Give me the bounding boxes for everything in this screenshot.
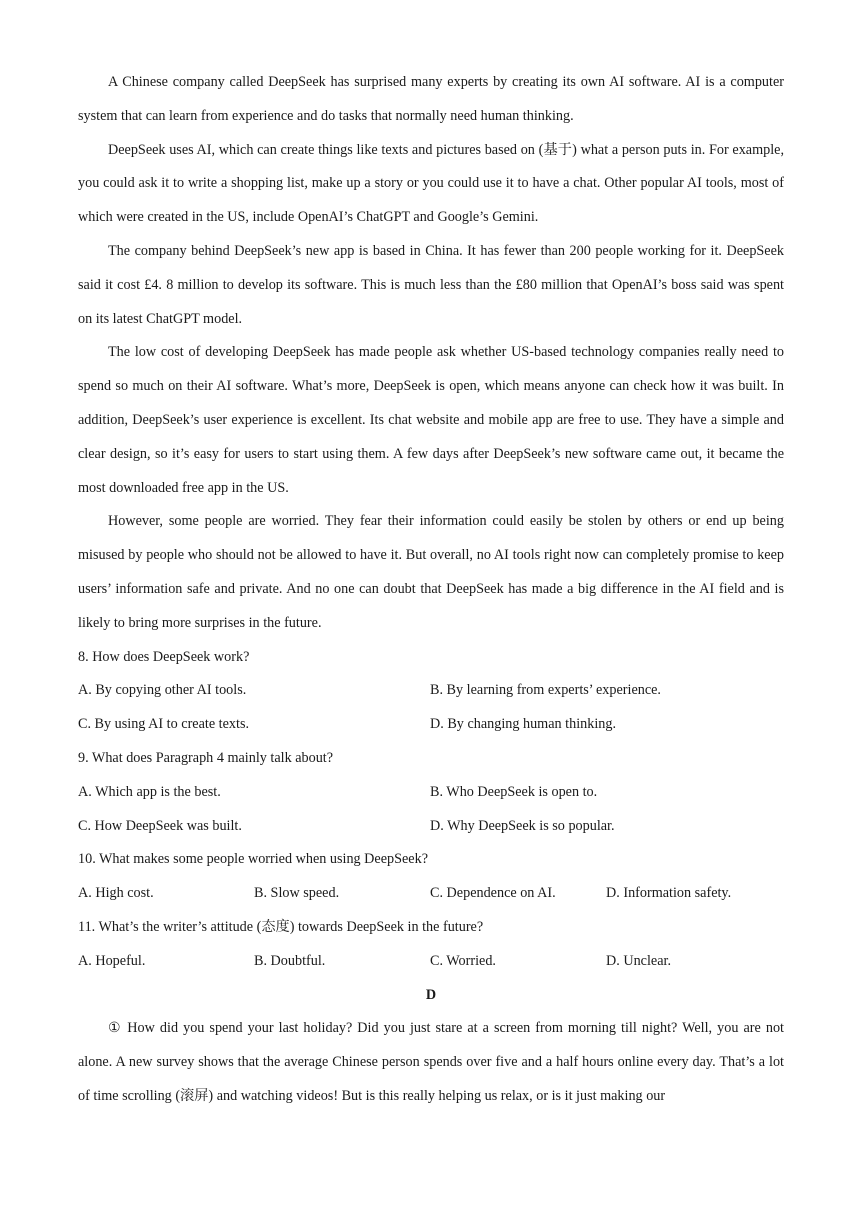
options-row: [78, 810, 784, 844]
option: C. Worried.: [430, 952, 496, 969]
option: B. Who DeepSeek is open to.: [430, 783, 598, 800]
option: A. Hopeful.: [78, 952, 146, 969]
passage-paragraph: However, some people are worried. They fear their information could easily be stolen by others or end up being misused by people who should not be allowed to have it. But overall, no AI tools right now can completely promise to keep users’ information safe and private. And no one can doubt that DeepSeek has made a big difference in the AI field and is likely to bring more surprises in the future.: [78, 513, 784, 631]
passage-paragraph: The low cost of developing DeepSeek has made people ask whether US-based technology companies really need to spend so much on their AI software. What’s more, DeepSeek is open, which means anyone can check how it was built. In addition, DeepSeek’s user experience is excellent. Its chat website and mobile app are free to use. They have a simple and clear design, so it’s easy for users to start using them. A few days after DeepSeek’s new software came out, it became the most downloaded free app in the US.: [78, 344, 784, 496]
question-stem: 10. What makes some people worried when using DeepSeek?: [78, 851, 428, 868]
option: B. Slow speed.: [254, 885, 340, 902]
option: C. By using AI to create texts.: [78, 716, 250, 733]
passage-paragraph: A Chinese company called DeepSeek has surprised many experts by creating its own AI software. AI is a computer system that can learn from experience and do tasks that normally need human thinking.: [78, 74, 784, 124]
passage-paragraph: DeepSeek uses AI, which can create things like texts and pictures based on (基于) what a person puts in. For example, you could ask it to write a shopping list, make up a story or you could use it to have a chat. Other popular AI tools, most of which were created in the US, include OpenAI’s ChatGPT and Google’s Gemini.: [78, 141, 784, 226]
options-row: [78, 674, 784, 708]
section-title: D: [425, 986, 437, 1003]
options-row: [78, 877, 784, 911]
question-stem: 8. How does DeepSeek work?: [78, 648, 250, 665]
option: A. By copying other AI tools.: [78, 682, 247, 699]
option: B. By learning from experts’ experience.: [430, 682, 661, 699]
option: C. How DeepSeek was built.: [78, 817, 242, 834]
option: A. High cost.: [78, 885, 154, 902]
options-row: [78, 945, 784, 979]
option: D. By changing human thinking.: [430, 716, 616, 733]
question-stem: 9. What does Paragraph 4 mainly talk about?: [78, 749, 334, 766]
option: A. Which app is the best.: [78, 783, 221, 800]
option: C. Dependence on AI.: [430, 885, 556, 902]
question-stem: 11. What’s the writer’s attitude (态度) towards DeepSeek in the future?: [78, 918, 484, 935]
exam-page: [78, 66, 784, 1114]
option: B. Doubtful.: [254, 952, 326, 969]
options-row: [78, 776, 784, 810]
option: D. Why DeepSeek is so popular.: [430, 817, 615, 834]
passage-paragraph: The company behind DeepSeek’s new app is based in China. It has fewer than 200 people working for it. DeepSeek said it cost £4. 8 million to develop its software. This is much less than the £80 million that OpenAI’s boss said was spent on its latest ChatGPT model.: [78, 242, 784, 327]
options-row: [78, 708, 784, 742]
option: D. Information safety.: [606, 885, 732, 902]
passage-paragraph: ① How did you spend your last holiday? Did you just stare at a screen from morning till night? Well, you are not alone. A new survey shows that the average Chinese person spends over five and a half hours online every day. That’s a lot of time scrolling (滚屏) and watching videos! But is this really helping us relax, or is it just making our: [78, 1020, 784, 1104]
option: D. Unclear.: [606, 952, 671, 969]
